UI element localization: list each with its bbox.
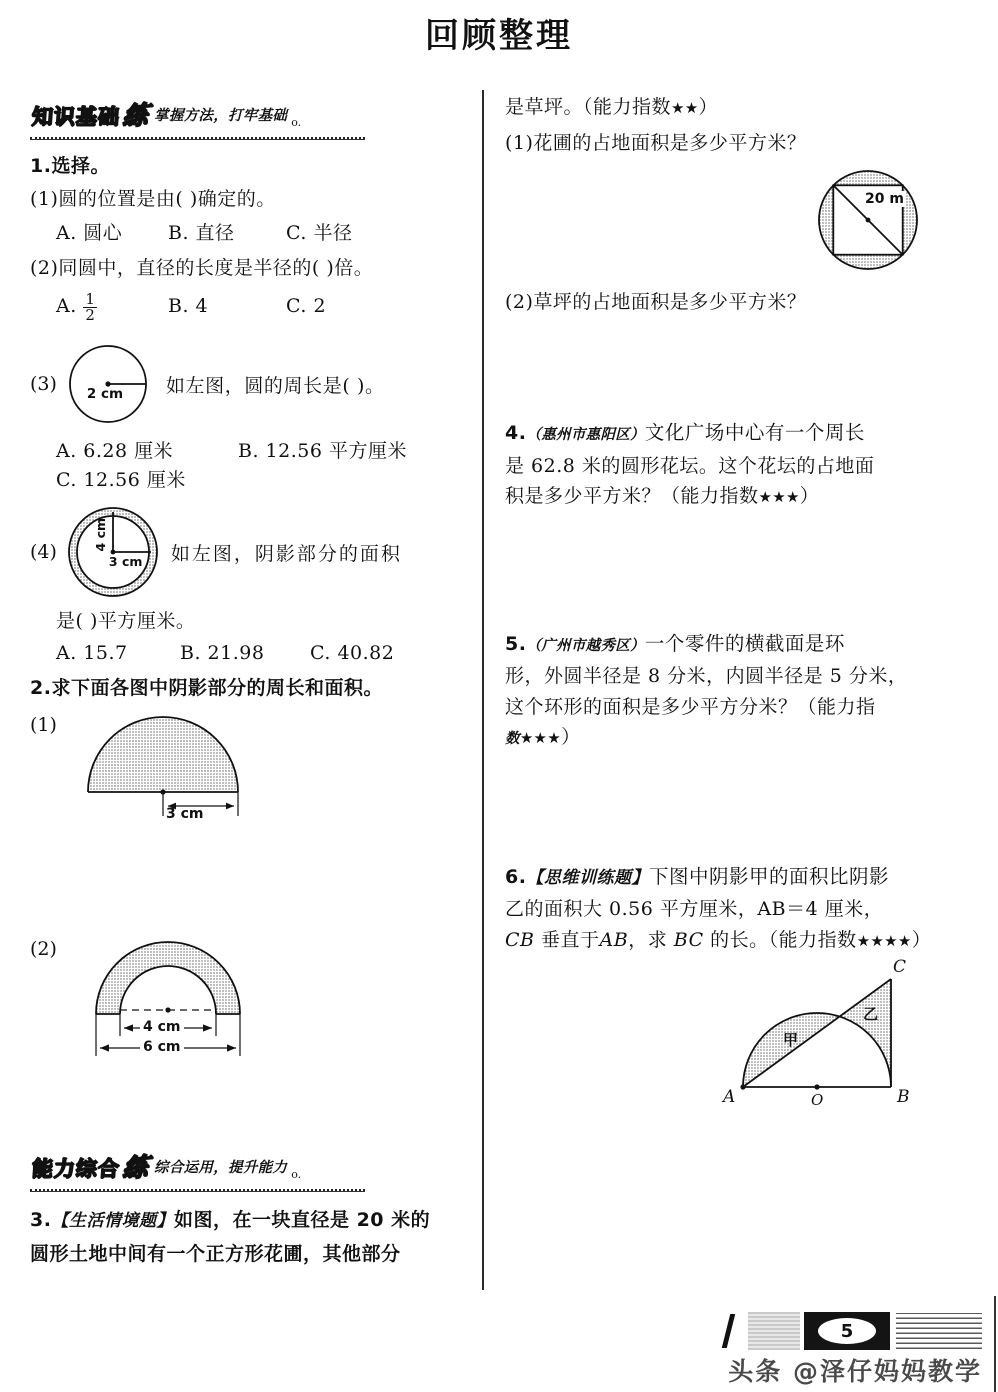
section-banner-accent: 练: [121, 100, 150, 131]
figure-label-b: B: [897, 1087, 910, 1108]
option-b[interactable]: B. 21.98: [180, 642, 265, 665]
question-5-line4-prefix: 数: [505, 731, 520, 748]
option-c[interactable]: C. 2: [286, 295, 327, 318]
option-b[interactable]: B. 4: [168, 295, 209, 318]
question-1-3-option-c-row: [30, 465, 480, 492]
option-a-prefix: A.: [56, 295, 77, 318]
question-1-stem: [30, 150, 480, 182]
question-6-seg-ab: AB: [599, 928, 629, 951]
question-6-seg-perp: 垂直于: [534, 928, 600, 951]
question-6-seg-bc: BC: [673, 928, 704, 951]
question-1-4-options: [30, 642, 480, 664]
section-banner-comprehensive: [30, 1148, 480, 1194]
watermark-text: 头条 @泽仔妈妈教学: [728, 1357, 982, 1386]
question-6-number: 6.: [505, 865, 527, 888]
question-1-text: 选择。: [51, 155, 110, 177]
question-3-number: 3.: [30, 1209, 52, 1232]
question-4-line1: 文化广场中心有一个周长: [644, 421, 865, 445]
option-a[interactable]: A. 15.7: [56, 642, 128, 665]
section-banner-subtitle: 综合运用，提升能力: [154, 1160, 288, 1177]
question-4-line3: 积是多少平方米？（能力指数: [505, 485, 759, 508]
question-1-3-label: (3): [30, 373, 57, 396]
question-6-line3-row: [505, 925, 975, 955]
figure-label-inner-diameter: 4 cm: [140, 1019, 184, 1035]
question-3-sub2: (2)草坪的占地面积是多少平方米？: [505, 290, 807, 313]
question-1-number: 1.: [30, 155, 52, 177]
option-a[interactable]: A. 6.28 厘米: [56, 440, 174, 463]
question-4: [505, 417, 975, 449]
fraction-denominator: 2: [85, 306, 96, 325]
page-edge-line: [994, 1296, 996, 1392]
question-1-3-options: [30, 436, 480, 463]
page-footer: [0, 1292, 998, 1392]
question-5-line4-row: [505, 722, 975, 752]
question-1-4-text2: 是( )平方厘米。: [56, 610, 196, 633]
question-4-region: （惠州市惠阳区）: [526, 427, 645, 444]
option-c[interactable]: C. 12.56 厘米: [56, 469, 186, 492]
question-2-text: 求下面各图中阴影部分的周长和面积。: [51, 677, 383, 700]
option-c[interactable]: C. 半径: [286, 222, 353, 245]
page-number-plate: [804, 1312, 890, 1350]
slash-mark-icon: [722, 1314, 735, 1348]
section-banner-title: 知识基础: [31, 105, 121, 129]
figure-label-radius: 2 cm: [86, 386, 124, 403]
figure-semicircle: [78, 710, 268, 828]
question-1-4: [30, 504, 480, 600]
question-1-4-text: 如左图，阴影部分的面积: [170, 542, 402, 565]
left-column: [30, 96, 480, 1272]
question-1-3-text: 如左图，圆的周长是( )。: [165, 374, 385, 397]
question-5-region: （广州市越秀区）: [526, 637, 645, 654]
question-3-line1: 如图，在一块直径是 20 米的: [173, 1209, 431, 1232]
figure-semicircular-annulus: [78, 924, 278, 1064]
right-column: [505, 92, 975, 1129]
question-3-tag: 【生活情境题】: [51, 1211, 174, 1232]
figure-label-radius: 3 cm: [166, 806, 204, 823]
question-1-2-text: 同圆中，直径的长度是半径的( )倍。: [58, 257, 374, 280]
question-4-line3-row: [505, 481, 975, 511]
figure-annulus: [65, 504, 161, 600]
question-6: [505, 861, 975, 893]
section-banner-rule: [30, 1189, 365, 1192]
band-texture-left: [748, 1312, 800, 1350]
question-5-number: 5.: [505, 632, 527, 655]
difficulty-stars: ★★★: [519, 729, 562, 748]
section-banner-dot: o.: [291, 1168, 302, 1182]
question-3-line2: 圆形土地中间有一个正方形花圃，其他部分: [30, 1242, 401, 1265]
question-6-line2: 乙的面积大 0.56 平方厘米，AB＝4 厘米，: [505, 898, 884, 921]
question-2-2: [30, 924, 480, 1074]
question-2-2-label: (2): [30, 938, 57, 961]
figure-label-diagonal: 20 m: [865, 190, 904, 207]
option-b[interactable]: B. 直径: [168, 222, 235, 245]
page-number: 5: [818, 1318, 876, 1344]
question-5-line4-end: ）: [561, 726, 581, 749]
page-title: 回顾整理: [425, 16, 573, 56]
figure-label-jia: 甲: [783, 1031, 799, 1050]
band-texture-right: [896, 1313, 982, 1349]
question-2-1: [30, 710, 480, 840]
question-1-2-label: (2): [30, 257, 59, 280]
question-1-2: [30, 253, 480, 283]
fraction-numerator: 1: [85, 289, 96, 308]
question-1-1-options: [30, 218, 480, 245]
difficulty-stars: ★★★: [758, 488, 800, 507]
section-banner-accent: 练: [121, 1152, 150, 1184]
question-5-line1: 一个零件的横截面是环: [644, 631, 845, 655]
difficulty-stars: ★★: [671, 99, 699, 117]
difficulty-stars: ★★★★: [856, 931, 912, 950]
question-1-1: [30, 184, 480, 214]
option-c[interactable]: C. 40.82: [310, 642, 395, 665]
question-6-line3-end: ）: [911, 928, 932, 951]
question-3-cont-text-end: ）: [698, 96, 719, 118]
question-1-1-label: (1): [30, 187, 59, 210]
figure-label-c: C: [893, 957, 907, 978]
question-3-cont-text: 是草坪。（能力指数: [505, 96, 672, 118]
option-a[interactable]: [56, 289, 168, 325]
figure-label-outer-radius: 3 cm: [108, 554, 143, 570]
figure-label-outer-diameter: 6 cm: [140, 1039, 184, 1055]
question-3-line2-row: [30, 1238, 480, 1270]
section-banner-subtitle: 掌握方法，打牢基础: [154, 108, 288, 124]
question-4-line3-end: ）: [799, 485, 820, 508]
question-6-tag: 【思维训练题】: [526, 867, 649, 888]
page-number-band: [718, 1310, 988, 1354]
section-banner-rule: [30, 137, 365, 140]
question-1-1-text: 圆的位置是由( )确定的。: [58, 187, 276, 210]
question-5-line2: 形，外圆半径是 8 分米，内圆半径是 5 分米，: [505, 665, 908, 688]
figure-label-a: A: [723, 1087, 736, 1108]
figure-circle-2cm: [61, 338, 156, 430]
column-divider: [482, 90, 484, 1290]
question-3-stem: [30, 1204, 480, 1236]
question-6-seg-tail: 的长。（能力指数: [703, 928, 857, 951]
section-banner-title: 能力综合: [31, 1157, 121, 1182]
figure-semicircle-triangle: [505, 959, 975, 1129]
question-6-seg-cb: CB: [505, 928, 535, 951]
figure-label-o: O: [811, 1091, 824, 1110]
question-1-2-options: [30, 289, 480, 325]
section-banner-basics: [30, 96, 480, 142]
question-1-4-label: (4): [30, 541, 57, 564]
question-5: [505, 628, 975, 660]
question-1-3: [30, 338, 480, 430]
question-5-line3: 这个环形的面积是多少平方分米？（能力指: [505, 695, 876, 718]
question-3-sub1: (1)花圃的占地面积是多少平方米？: [505, 132, 807, 155]
figure-circle-with-square: [505, 165, 975, 277]
question-3-cont-line1: [505, 92, 975, 122]
question-2-number: 2.: [30, 677, 52, 700]
question-4-line2: 是 62.8 米的圆形花坛。这个花坛的占地面: [505, 454, 875, 477]
fraction-one-half: [83, 289, 97, 325]
question-2-1-label: (1): [30, 714, 57, 737]
question-4-number: 4.: [505, 422, 527, 445]
question-6-seg-find: ，求: [628, 928, 674, 951]
figure-label-yi: 乙: [863, 1005, 879, 1024]
question-6-line1: 下图中阴影甲的面积比阴影: [648, 864, 889, 888]
question-2-stem: [30, 672, 480, 704]
option-b[interactable]: B. 12.56 平方厘米: [238, 440, 407, 463]
section-banner-dot: o.: [291, 116, 302, 129]
figure-label-inner-radius: 4 cm: [92, 518, 108, 552]
option-a[interactable]: A. 圆心: [56, 222, 123, 245]
